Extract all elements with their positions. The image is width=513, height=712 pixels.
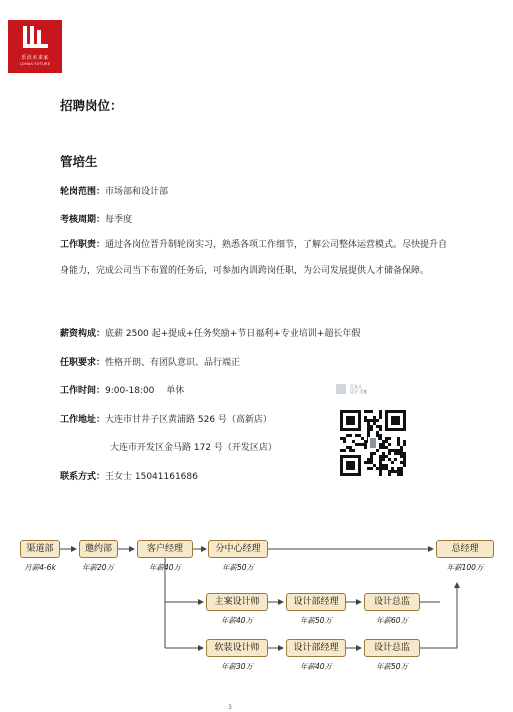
flow-node-n10: 设计部经理: [286, 639, 346, 657]
flow-salary-n4: 年薪50万: [221, 563, 255, 572]
contact-label: 联系方式：: [60, 472, 106, 482]
logo-text-cn: 乐活未来家: [21, 55, 49, 61]
position-title: 管培生: [60, 154, 98, 169]
cycle-label: 考核周期：: [60, 215, 106, 225]
hours-value: 9:00-18:00 单休: [105, 386, 185, 396]
address-value-2: 大连市开发区金马路 172 号（开发区店）: [110, 443, 277, 453]
salary-value: 底薪 2500 起+提成+任务奖励+节日福利+专业培训+超长年假: [105, 329, 361, 339]
requirement-label: 任职要求：: [60, 358, 106, 368]
link-line-2: [420, 583, 457, 648]
flow-salary-n5: 年薪100万: [446, 563, 484, 572]
qr-contact-region: 辽宁 大连: [350, 389, 368, 394]
address-value: 大连市甘井子区黄浦路 526 号（高新店）: [105, 415, 272, 425]
flow-node-n9: 软装设计师: [206, 639, 268, 657]
flow-salary-n9: 年薪30万: [220, 662, 254, 671]
logo-text-en: LOHAS FUTURE: [19, 62, 51, 66]
flow-node-n2: 邀约部: [79, 540, 118, 558]
contact-value: 王女士 15041161686: [105, 472, 198, 482]
cycle-value: 每季度: [105, 215, 133, 225]
flow-salary-n10: 年薪40万: [299, 662, 333, 671]
flow-node-n5: 总经理: [436, 540, 494, 558]
flow-node-n1: 渠道部: [20, 540, 60, 558]
flow-node-n8: 设计总监: [364, 593, 420, 611]
rotation-value: 市场部和设计部: [105, 187, 169, 197]
flow-salary-n1: 月薪4-6k: [24, 563, 56, 572]
duty-value: 通过各岗位晋升制轮岗实习，熟悉各项工作细节，了解公司整体运营模式。尽快提升自身能力，完成公司当下布置的任务后，可参加内训跨岗任职，为公司发展提供人才储备保障。: [60, 240, 448, 276]
flow-salary-n8: 年薪60万: [375, 616, 409, 625]
flow-salary-n11: 年薪50万: [375, 662, 409, 671]
flow-node-n6: 主案设计师: [206, 593, 268, 611]
qr-contact-name: 王女士: [350, 384, 362, 389]
address-label: 工作地址：: [60, 415, 106, 425]
flow-salary-n3: 年薪40万: [148, 563, 182, 572]
flow-node-n11: 设计总监: [364, 639, 420, 657]
salary-label: 薪资构成：: [60, 329, 106, 339]
requirement-value: 性格开朗、有团队意识、品行端正: [105, 358, 241, 368]
flow-node-n4: 分中心经理: [208, 540, 268, 558]
flow-salary-n7: 年薪50万: [299, 616, 333, 625]
page-number: 3: [228, 704, 232, 711]
flow-node-n3: 客户经理: [137, 540, 193, 558]
flow-salary-n2: 年薪20万: [81, 563, 115, 572]
recruit-heading: 招聘岗位：: [60, 98, 123, 113]
flow-salary-n6: 年薪40万: [220, 616, 254, 625]
flow-node-n7: 设计部经理: [286, 593, 346, 611]
duty-label: 工作职责：: [60, 240, 106, 250]
rotation-label: 轮岗范围：: [60, 187, 106, 197]
hours-label: 工作时间：: [60, 386, 106, 396]
